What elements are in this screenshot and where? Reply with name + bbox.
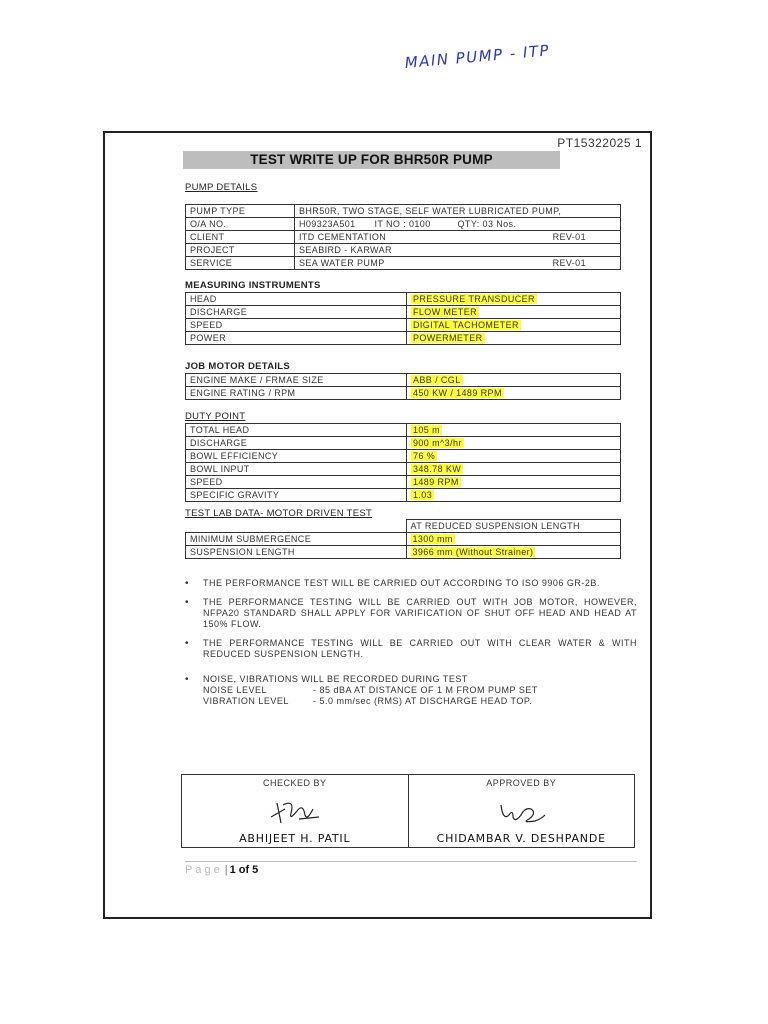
noise-level-value: - 85 dBA AT DISTANCE OF 1 M FROM PUMP SET [313, 685, 538, 695]
table-row [186, 293, 621, 306]
client-value: ITD CEMENTATION [299, 231, 387, 242]
table-row [186, 244, 621, 257]
list-item: • THE PERFORMANCE TESTING WILL BE CARRIED OUT WITH JOB MOTOR, HOWEVER, NFPA20 STANDARD SHALL APPLY FOR VARIFICATION OF SHUT OFF HEAD AND HEAD AT 150% FLOW. [185, 597, 637, 630]
duty-label: BOWL EFFICIENCY [186, 450, 407, 463]
table-row [186, 319, 621, 332]
table-row [186, 437, 621, 450]
qty-value: QTY: 03 Nos. [457, 218, 517, 229]
noise-level-label: NOISE LEVEL [203, 685, 268, 695]
client-cell [295, 231, 621, 244]
footer-divider [185, 861, 637, 862]
service-rev: REV-01 [552, 257, 586, 268]
duty-point-heading: DUTY POINT [185, 411, 246, 422]
client-label: CLIENT [186, 231, 295, 244]
test-lab-label: SUSPENSION LENGTH [186, 546, 407, 559]
pump-type-label: PUMP TYPE [186, 205, 295, 218]
instrument-label: HEAD [186, 293, 407, 306]
test-lab-table [185, 519, 621, 559]
instrument-label: POWER [186, 332, 407, 345]
pump-type-value: BHR50R, TWO STAGE, SELF WATER LUBRICATED PUMP, [295, 205, 621, 218]
checked-by-label: CHECKED BY [262, 778, 327, 788]
noise-level-row [203, 685, 637, 696]
notes-list [185, 578, 637, 715]
it-no-value: IT NO : 0100 [374, 218, 431, 229]
document-page [103, 131, 652, 919]
checked-by-name: ABHIJEET H. PATIL [239, 832, 351, 845]
service-label: SERVICE [186, 257, 295, 270]
motor-label: ENGINE MAKE / FRMAE SIZE [186, 374, 407, 387]
oa-no-label: O/A NO. [186, 218, 295, 231]
duty-value: 76 % [413, 450, 436, 461]
duty-label: DISCHARGE [186, 437, 407, 450]
measuring-instruments-heading: MEASURING INSTRUMENTS [185, 280, 321, 291]
list-item: • THE PERFORMANCE TESTING WILL BE CARRIED OUT WITH CLEAR WATER & WITH REDUCED SUSPENSION LENGTH. [185, 638, 637, 660]
approved-by-cell [408, 775, 635, 847]
noise-vibration-intro: • NOISE, VIBRATIONS WILL BE RECORDED DURING TEST [203, 674, 468, 684]
table-row [186, 231, 621, 244]
table-row [186, 306, 621, 319]
page-footer: Page | 1 of 5 [185, 864, 259, 876]
table-row [186, 546, 621, 559]
duty-label: SPECIFIC GRAVITY [186, 489, 407, 502]
instrument-value: FLOW METER [413, 306, 477, 317]
document-number: PT15322025 1 [557, 136, 642, 150]
table-row [186, 374, 621, 387]
table-row [186, 463, 621, 476]
approved-by-name: CHIDAMBAR V. DESHPANDE [436, 832, 606, 845]
vibration-level-value: - 5.0 mm/sec (RMS) AT DISCHARGE HEAD TOP. [313, 696, 533, 706]
checked-by-signature [265, 795, 325, 827]
table-row [186, 489, 621, 502]
table-row [186, 332, 621, 345]
motor-value: ABB / CGL [413, 374, 461, 385]
motor-value: 450 KW / 1489 RPM [413, 387, 502, 398]
list-item [185, 674, 637, 707]
duty-value: 105 m [413, 424, 441, 435]
table-row [186, 205, 621, 218]
test-lab-value: 3966 mm (Without Strainer) [412, 546, 534, 557]
instrument-value: DIGITAL TACHOMETER [413, 319, 519, 330]
table-row [186, 533, 621, 546]
table-row [186, 387, 621, 400]
duty-point-table [185, 423, 621, 502]
page-number: 1 of 5 [229, 864, 259, 876]
test-lab-label: MINIMUM SUBMERGENCE [186, 533, 407, 546]
duty-value: 900 m^3/hr [413, 437, 462, 448]
project-value: SEABIRD - KARWAR [295, 244, 621, 257]
duty-label: TOTAL HEAD [186, 424, 407, 437]
approved-by-signature [491, 795, 551, 827]
project-label: PROJECT [186, 244, 295, 257]
service-value: SEA WATER PUMP [299, 257, 385, 268]
duty-value: 1489 RPM [413, 476, 459, 487]
vibration-level-label: VIBRATION LEVEL [203, 696, 289, 706]
approved-by-label: APPROVED BY [486, 778, 557, 788]
table-row [186, 257, 621, 270]
instrument-value: POWERMETER [413, 332, 483, 343]
oa-no-cell [295, 218, 621, 231]
test-lab-column-header: AT REDUCED SUSPENSION LENGTH [406, 520, 621, 533]
table-row [186, 450, 621, 463]
empty-cell [186, 520, 407, 533]
handwritten-note: MAIN PUMP - ITP [404, 41, 551, 72]
list-item: • THE PERFORMANCE TEST WILL BE CARRIED OUT ACCORDING TO ISO 9906 GR-2B. [185, 578, 637, 589]
table-row [186, 520, 621, 533]
pump-details-table [185, 204, 621, 270]
instrument-label: DISCHARGE [186, 306, 407, 319]
duty-label: SPEED [186, 476, 407, 489]
table-row [186, 424, 621, 437]
test-lab-heading: TEST LAB DATA- MOTOR DRIVEN TEST [185, 508, 373, 519]
pump-details-heading: PUMP DETAILS [185, 182, 258, 193]
motor-label: ENGINE RATING / RPM [186, 387, 407, 400]
page-word: Page [185, 864, 223, 876]
oa-no-value: H09323A501 [299, 218, 356, 229]
job-motor-table [185, 373, 621, 400]
duty-value: 1.03 [413, 489, 433, 500]
table-row [186, 218, 621, 231]
test-lab-value: 1300 mm [412, 533, 453, 544]
duty-value: 348.78 KW [413, 463, 462, 474]
job-motor-heading: JOB MOTOR DETAILS [185, 361, 291, 372]
duty-label: BOWL INPUT [186, 463, 407, 476]
client-rev: REV-01 [552, 231, 586, 242]
instrument-value: PRESSURE TRANSDUCER [413, 293, 535, 304]
checked-by-cell [182, 775, 408, 847]
signature-table [181, 774, 635, 848]
measuring-instruments-table [185, 292, 621, 345]
instrument-label: SPEED [186, 319, 407, 332]
table-row [186, 476, 621, 489]
document-title: TEST WRITE UP FOR BHR50R PUMP [183, 151, 560, 169]
service-cell [295, 257, 621, 270]
vibration-level-row [203, 696, 637, 707]
